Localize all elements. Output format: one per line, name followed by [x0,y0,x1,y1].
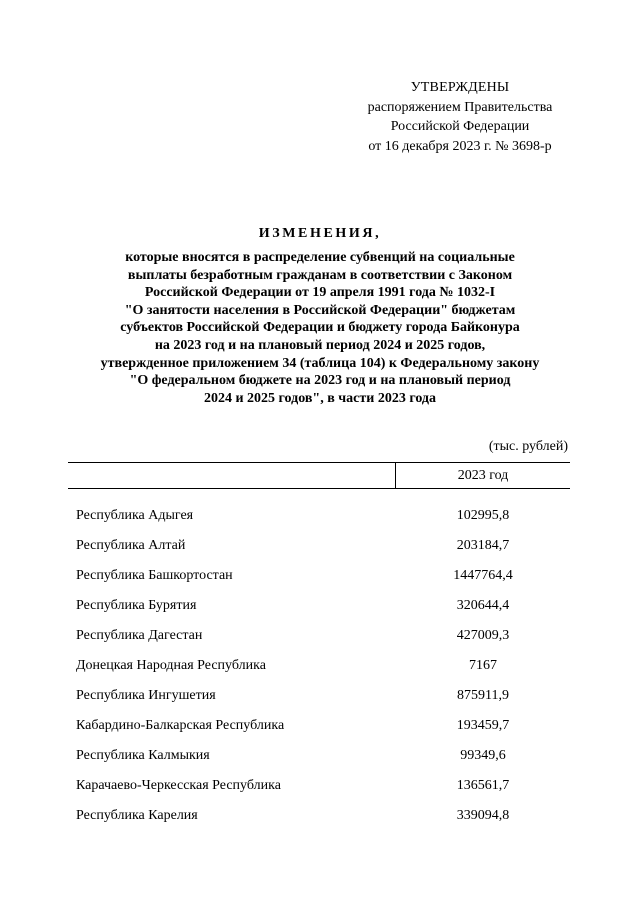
table-row [0,568,640,588]
subtitle-line: Российской Федерации от 19 апреля 1991 года № 1032-I [144,285,496,301]
region-amount: 875911,9 [457,688,509,703]
region-amount: 339094,8 [456,808,510,823]
region-name: Республика Калмыкия [76,748,210,763]
region-name: Республика Алтай [76,538,186,553]
region-name: Республика Карелия [76,808,198,823]
subtitle-line: "О занятости населения в Российской Федерации" бюджетам [124,302,516,318]
region-name: Кабардино-Балкарская Республика [76,718,285,733]
subtitle-line: 2024 и 2025 годов", в части 2023 года [203,390,437,406]
region-name: Республика Дагестан [76,628,203,643]
region-name: Республика Ингушетия [76,688,216,703]
table-row [0,598,640,618]
region-name: Республика Башкортостан [76,568,233,583]
region-name: Донецкая Народная Республика [76,658,266,673]
table-row [0,538,640,558]
table-row [0,688,640,708]
region-amount: 7167 [469,658,497,673]
region-amount: 102995,8 [456,508,510,523]
approval-line-1: распоряжением Правительства [367,99,553,115]
subtitle-line: утвержденное приложением 34 (таблица 104) к Федеральному закону [100,355,540,371]
region-amount: 1447764,4 [453,568,513,583]
approval-block [340,78,580,156]
region-amount: 427009,3 [456,628,510,643]
column-header-year: 2023 год [457,468,509,483]
subtitle-line: которые вносятся в распределение субвенций на социальные [125,250,515,265]
region-amount: 193459,7 [456,718,510,733]
approval-line-3: от 16 декабря 2023 г. № 3698-р [368,138,552,154]
table-header [68,462,570,489]
table-row [0,808,640,828]
region-name: Республика Адыгея [76,508,194,523]
table-row [0,778,640,798]
region-name: Республика Бурятия [76,598,197,613]
subtitle-line: субъектов Российской Федерации и бюджету города Байконура [120,320,520,336]
units-label: (тыс. рублей) [488,439,568,454]
table-row [0,628,640,648]
subtitle-line: "О федеральном бюджете на 2023 год и на плановый период [129,373,511,389]
document-subtitle [60,249,580,407]
region-amount: 136561,7 [456,778,510,793]
table-row [0,508,640,528]
subtitle-line: на 2023 год и на плановый период 2024 и 2025 годов, [154,337,486,353]
region-amount: 99349,6 [460,748,506,763]
table-row [0,658,640,678]
subtitle-line: выплаты безработным гражданам в соответствии с Законом [127,267,513,283]
document-heading: ИЗМЕНЕНИЯ, [258,226,382,241]
table-row [0,748,640,768]
table-row [0,718,640,738]
region-amount: 320644,4 [456,598,510,613]
approval-line-2: Российской Федерации [390,119,530,134]
approval-title: УТВЕРЖДЕНЫ [410,80,510,95]
region-name: Карачаево-Черкесская Республика [76,778,281,793]
region-amount: 203184,7 [456,538,510,553]
